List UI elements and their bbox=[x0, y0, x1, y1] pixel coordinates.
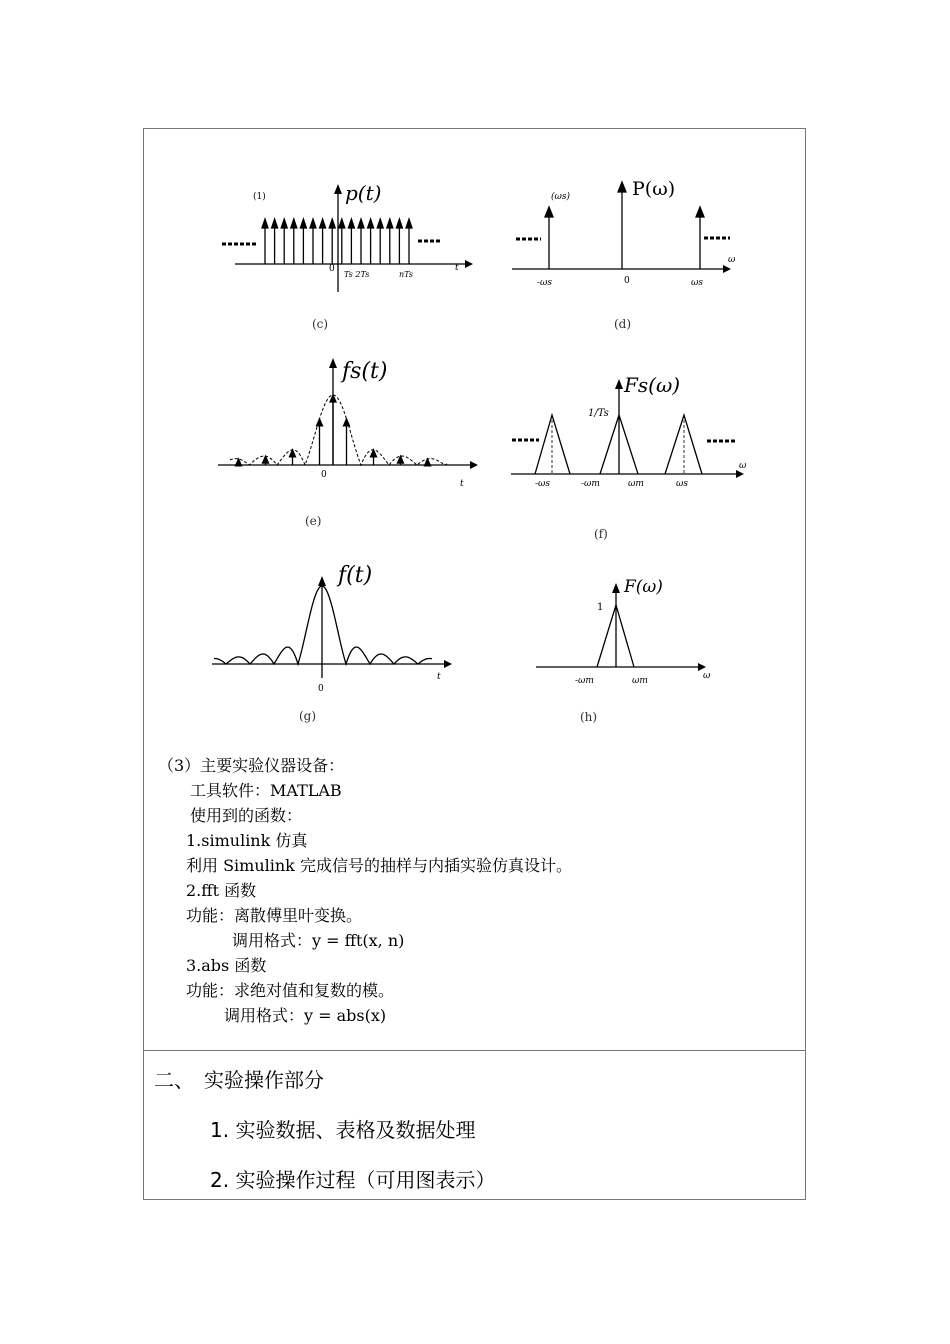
figure-g-title: f(t) bbox=[338, 563, 373, 588]
figure-e-tick-0: 0 bbox=[321, 470, 327, 480]
figure-c-tick-ts: Ts 2Ts bbox=[344, 270, 370, 279]
figure-d-sampling-spectrum bbox=[508, 170, 748, 340]
figure-c-impulse-head bbox=[262, 219, 268, 228]
figure-c-caption: (c) bbox=[312, 317, 329, 331]
figure-d-tick-neg-ws: -ωs bbox=[537, 278, 552, 288]
figure-c-impulse-head bbox=[377, 219, 383, 228]
figure-e-axis: t bbox=[460, 479, 464, 489]
figure-e-impulse-head bbox=[317, 419, 323, 426]
function-2-usage: 调用格式：y = fft(x, n) bbox=[232, 931, 405, 950]
figure-c-impulse-head bbox=[339, 219, 345, 228]
figure-e-impulse-head bbox=[344, 419, 350, 426]
figure-h-axis: ω bbox=[703, 671, 711, 681]
figure-f-tick-neg-wm: -ωm bbox=[581, 479, 600, 489]
figure-f-axis: ω bbox=[739, 461, 747, 471]
figure-c-tick-nts: nTs bbox=[399, 270, 414, 279]
function-1-desc: 利用 Simulink 完成信号的抽样与内插实验仿真设计。 bbox=[186, 856, 572, 875]
section2-heading: 二、 实验操作部分 bbox=[154, 1068, 324, 1092]
figure-d-left-mark: (ωs) bbox=[551, 192, 570, 202]
equipment-tool: 工具软件：MATLAB bbox=[190, 781, 342, 800]
figure-h-original-spectrum bbox=[533, 570, 733, 730]
figure-c-impulse-head bbox=[387, 219, 393, 228]
figure-f-caption: (f) bbox=[594, 527, 608, 541]
figure-f-title: Fs(ω) bbox=[624, 373, 681, 397]
function-3-usage: 调用格式：y = abs(x) bbox=[224, 1006, 387, 1025]
function-1-title: 1.simulink 仿真 bbox=[186, 831, 308, 850]
figure-c-impulse-head bbox=[300, 219, 306, 228]
figure-c-impulse-head bbox=[348, 219, 354, 228]
figure-h-peak-label: 1 bbox=[597, 602, 604, 613]
figure-c-impulse-head bbox=[358, 219, 364, 228]
figure-e-caption: (e) bbox=[305, 514, 322, 528]
figure-c-axis: t bbox=[455, 263, 459, 273]
figure-e-title: fs(t) bbox=[342, 359, 388, 384]
figure-d-axis: ω bbox=[728, 255, 736, 265]
section2-item-1: 1. 实验数据、表格及数据处理 bbox=[210, 1118, 476, 1142]
figure-e-sampled-signal bbox=[215, 350, 485, 535]
figure-c-impulse-head bbox=[329, 219, 335, 228]
figure-c-impulse-head bbox=[291, 219, 297, 228]
figure-g-original-signal bbox=[210, 558, 465, 728]
figure-c-impulse-head bbox=[368, 219, 374, 228]
section2-item-2: 2. 实验操作过程（可用图表示） bbox=[210, 1168, 496, 1192]
figure-c-left-mark: (1) bbox=[253, 192, 266, 202]
figure-d-tick-0: 0 bbox=[624, 276, 630, 286]
figure-c-impulses bbox=[262, 219, 412, 264]
function-3-title: 3.abs 函数 bbox=[186, 956, 267, 975]
figure-d-tick-ws: ωs bbox=[691, 278, 703, 288]
figure-f-peak-label: 1/Ts bbox=[588, 408, 609, 419]
figure-c-title: p(t) bbox=[345, 181, 382, 205]
figure-c-impulse-head bbox=[320, 219, 326, 228]
figure-c-impulse-train bbox=[215, 170, 475, 340]
figure-g-caption: (g) bbox=[299, 709, 317, 723]
figure-h-tick-wm: ωm bbox=[632, 676, 648, 686]
figure-g-axis: t bbox=[437, 672, 441, 682]
figure-c-impulse-head bbox=[272, 219, 278, 228]
figure-f-tick-ws: ωs bbox=[676, 479, 688, 489]
function-2-desc: 功能：离散傅里叶变换。 bbox=[186, 906, 363, 925]
figure-h-tick-neg-wm: -ωm bbox=[575, 676, 594, 686]
figure-c-impulse-head bbox=[406, 219, 412, 228]
function-2-title: 2.fft 函数 bbox=[186, 881, 257, 900]
figure-h-title: F(ω) bbox=[624, 577, 663, 597]
figure-f-tick-wm: ωm bbox=[628, 479, 644, 489]
figure-g-sinc-curve bbox=[214, 586, 432, 664]
figure-e-envelope bbox=[230, 395, 447, 465]
figure-c-tick-0: 0 bbox=[329, 264, 335, 274]
figure-d-title: P(ω) bbox=[632, 178, 676, 200]
figure-e-impulse-head bbox=[290, 450, 296, 457]
equipment-heading: （3）主要实验仪器设备： bbox=[158, 756, 345, 775]
figure-c-impulse-head bbox=[396, 219, 402, 228]
section-divider bbox=[144, 1050, 805, 1051]
figure-c-impulse-head bbox=[281, 219, 287, 228]
figure-g-tick-0: 0 bbox=[318, 684, 324, 694]
figure-f-tick-neg-ws: -ωs bbox=[535, 479, 550, 489]
figure-h-caption: (h) bbox=[580, 710, 598, 724]
figure-f-sampled-spectrum bbox=[508, 362, 758, 547]
figure-d-caption: (d) bbox=[614, 317, 632, 331]
functions-heading: 使用到的函数： bbox=[190, 806, 303, 825]
figure-c-impulse-head bbox=[310, 219, 316, 228]
figure-e-impulse-head bbox=[371, 450, 377, 457]
function-3-desc: 功能：求绝对值和复数的模。 bbox=[186, 981, 395, 1000]
